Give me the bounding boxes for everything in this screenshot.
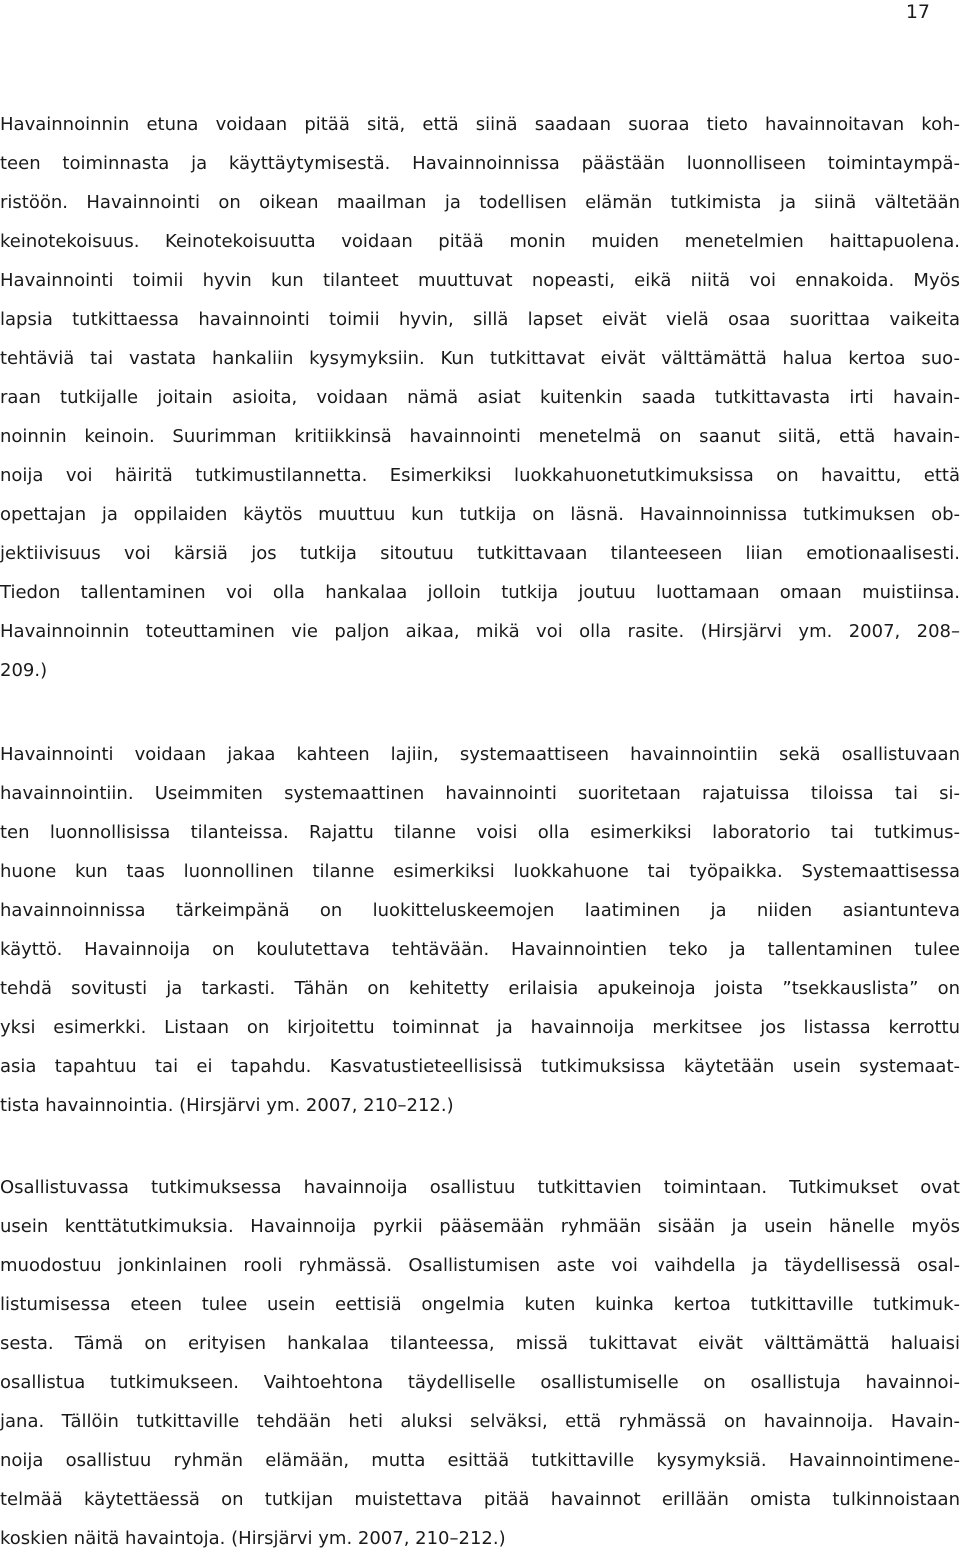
text-line: Havainnoinnin etuna voidaan pitää sitä, että siinä saadaan suoraa tieto havainnoitavan koh- [0, 114, 960, 135]
text-line: Osallistuvassa tutkimuksessa havainnoija osallistuu tutkittavien toimintaan. Tutkimukset ovat [0, 1177, 960, 1198]
text-line: havainnointiin. Useimmiten systemaattinen havainnointi suoritetaan rajatuissa tiloissa tai si- [0, 783, 960, 804]
text-line: yksi esimerkki. Listaan on kirjoitettu toiminnat ja havainnoija merkitsee jos listassa kerrottu [0, 1017, 960, 1038]
text-line: noija voi häiritä tutkimustilannetta. Esimerkiksi luokkahuonetutkimuksissa on havaittu, että [0, 465, 960, 486]
text-line: ristöön. Havainnointi on oikean maailman ja todellisen elämän tutkimista ja siinä vältetään [0, 192, 960, 213]
text-line: noija osallistuu ryhmän elämään, mutta esittää tutkittaville kysymyksiä. Havainnointimene- [0, 1450, 960, 1471]
text-line: tehtäviä tai vastata hankaliin kysymyksiin. Kun tutkittavat eivät välttämättä halua kertoa suo- [0, 348, 960, 369]
text-line: lapsia tutkittaessa havainnointi toimii hyvin, sillä lapset eivät vielä osaa suorittaa vaikeita [0, 309, 960, 330]
text-line: sesta. Tämä on erityisen hankalaa tilanteessa, missä tukittavat eivät välttämättä haluaisi [0, 1333, 960, 1354]
text-line: listumisessa eteen tulee usein eettisiä ongelmia kuten kuinka kertoa tutkittaville tutkimuk- [0, 1294, 960, 1315]
text-line: Havainnointi voidaan jakaa kahteen lajiin, systemaattiseen havainnointiin sekä osallistuvaan [0, 744, 960, 765]
text-line: jana. Tällöin tutkittaville tehdään heti aluksi selväksi, että ryhmässä on havainnoija. Havain- [0, 1411, 960, 1432]
text-line: Tiedon tallentaminen voi olla hankalaa jolloin tutkija joutuu luottamaan omaan muistiinsa. [0, 582, 960, 603]
paragraph-1 [0, 105, 960, 690]
text-line: ten luonnollisissa tilanteissa. Rajattu tilanne voisi olla esimerkiksi laboratorio tai tutkimus- [0, 822, 960, 843]
text-line: tehdä sovitusti ja tarkasti. Tähän on kehitetty erilaisia apukeinoja joista ”tsekkauslista” on [0, 978, 960, 999]
text-line: tista havainnointia. (Hirsjärvi ym. 2007, 210–212.) [0, 1095, 454, 1116]
text-line: telmää käytettäessä on tutkijan muistettava pitää havainnot erillään omista tulkinnoistaan [0, 1489, 960, 1510]
paragraph-2 [0, 735, 960, 1125]
text-line: jektiivisuus voi kärsiä jos tutkija sitoutuu tutkittavaan tilanteeseen liian emotionaalisesti. [0, 543, 960, 564]
text-line: Havainnoinnin toteuttaminen vie paljon aikaa, mikä voi olla rasite. (Hirsjärvi ym. 2007, 208– [0, 621, 960, 642]
text-line: koskien näitä havaintoja. (Hirsjärvi ym. 2007, 210–212.) [0, 1528, 506, 1549]
text-line: huone kun taas luonnollinen tilanne esimerkiksi luokkahuone tai työpaikka. Systemaattisessa [0, 861, 960, 882]
text-line: keinotekoisuus. Keinotekoisuutta voidaan pitää monin muiden menetelmien haittapuolena. [0, 231, 960, 252]
text-line: teen toiminnasta ja käyttäytymisestä. Havainnoinnissa päästään luonnolliseen toimintaympä- [0, 153, 960, 174]
text-line: osallistua tutkimukseen. Vaihtoehtona täydelliselle osallistumiselle on osallistuja havainnoi- [0, 1372, 960, 1393]
text-line: 209.) [0, 660, 48, 681]
text-line: muodostuu jonkinlainen rooli ryhmässä. Osallistumisen aste voi vaihdella ja täydellisessä osal- [0, 1255, 960, 1276]
text-line: noinnin keinoin. Suurimman kritiikkinsä havainnointi menetelmä on saanut siitä, että havain- [0, 426, 960, 447]
text-line: käyttö. Havainnoija on koulutettava tehtävään. Havainnointien teko ja tallentaminen tulee [0, 939, 960, 960]
text-line: asia tapahtuu tai ei tapahdu. Kasvatustieteellisissä tutkimuksissa käytetään usein systemaat- [0, 1056, 960, 1077]
page-number: 17 [905, 1, 930, 23]
paragraph-3 [0, 1168, 960, 1558]
text-line: Havainnointi toimii hyvin kun tilanteet muuttuvat nopeasti, eikä niitä voi ennakoida. Myös [0, 270, 960, 291]
text-line: usein kenttätutkimuksia. Havainnoija pyrkii pääsemään ryhmään sisään ja usein hänelle myös [0, 1216, 960, 1237]
text-line: opettajan ja oppilaiden käytös muuttuu kun tutkija on läsnä. Havainnoinnissa tutkimuksen ob- [0, 504, 960, 525]
text-line: raan tutkijalle joitain asioita, voidaan nämä asiat kuitenkin saada tutkittavasta irti havain- [0, 387, 960, 408]
text-line: havainnoinnissa tärkeimpänä on luokitteluskeemojen laatiminen ja niiden asiantunteva [0, 900, 960, 921]
